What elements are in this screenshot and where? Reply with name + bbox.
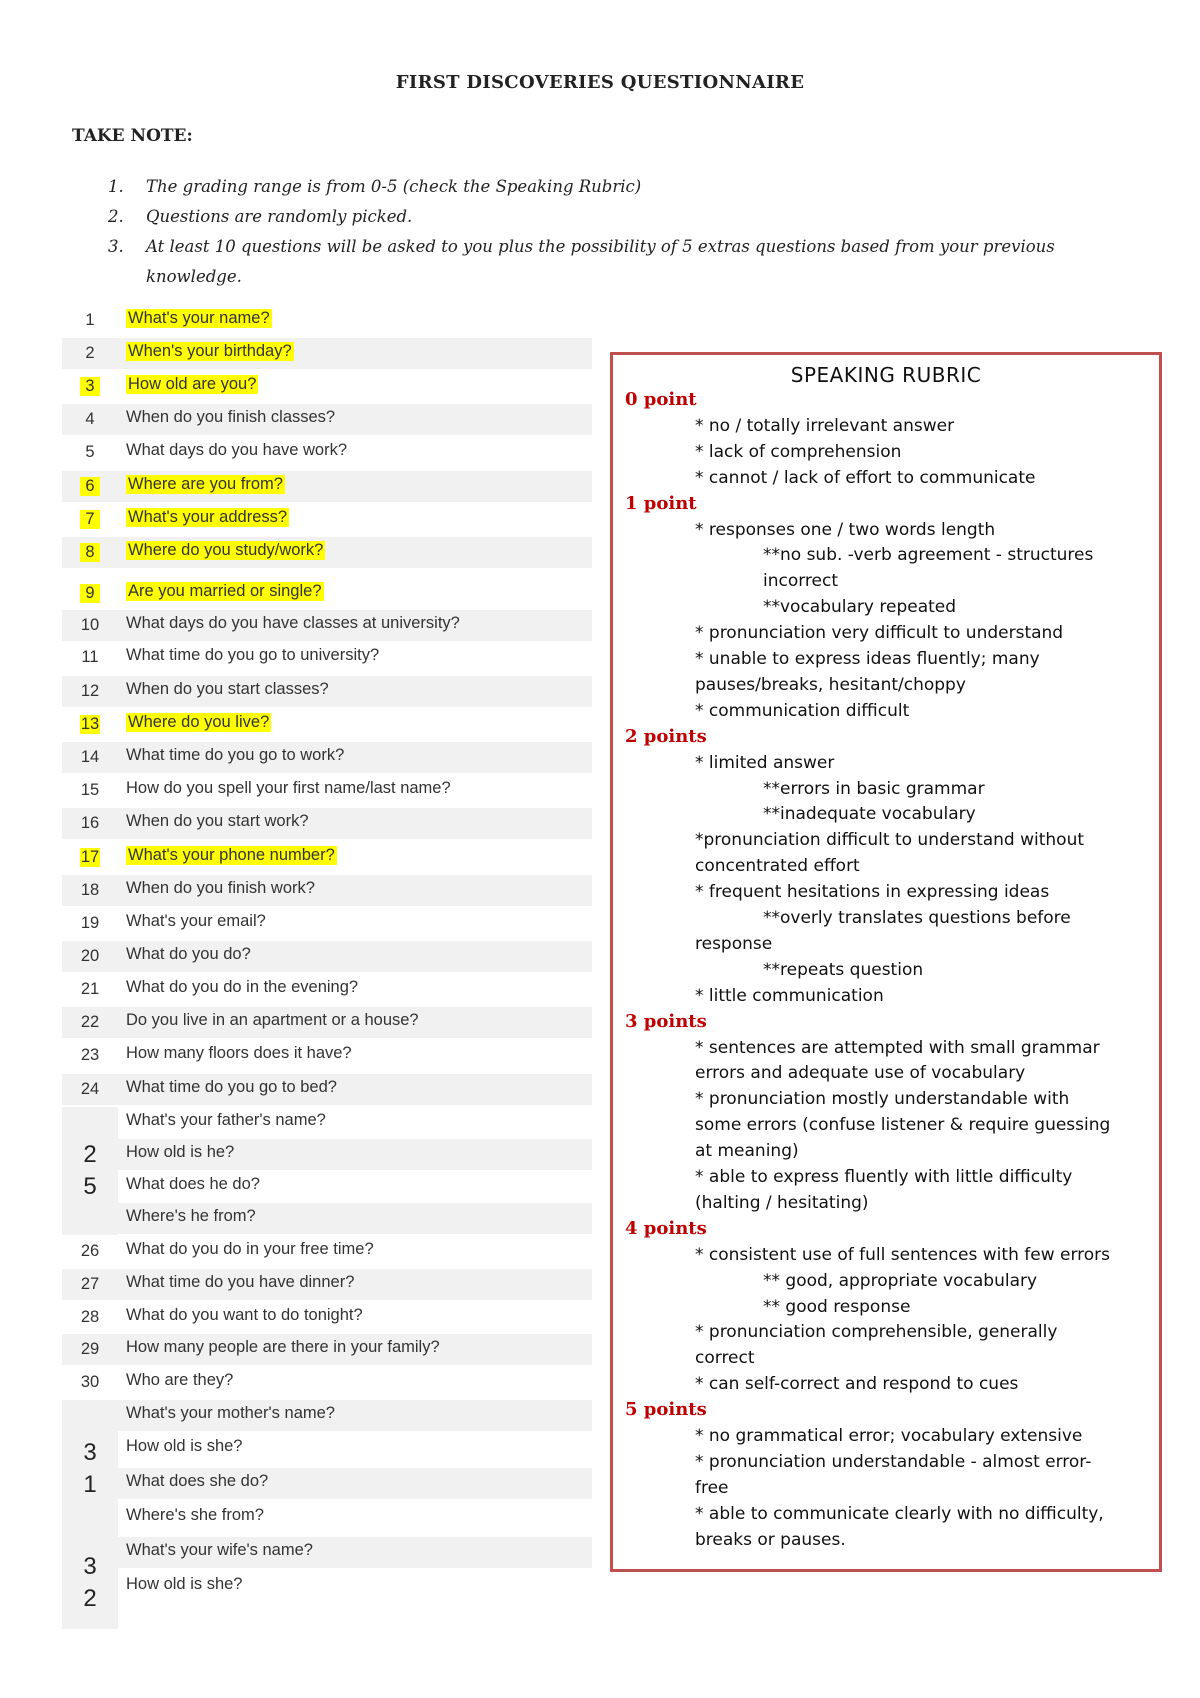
question-number: 24 <box>80 1080 100 1098</box>
question-number: 15 <box>80 781 100 799</box>
rubric-criterion: * pronunciation very difficult to understand <box>695 623 1064 644</box>
question-row <box>62 1537 592 1568</box>
question-row <box>62 1107 592 1138</box>
question-text: What's your mother's name? <box>126 1404 335 1422</box>
question-text: How old is she? <box>126 1575 243 1593</box>
merged-number-digit: 5 <box>83 1173 97 1200</box>
merged-number-cell <box>62 1537 118 1629</box>
question-number: 13 <box>80 715 100 733</box>
question-row <box>62 1367 592 1398</box>
question-row <box>62 842 592 873</box>
merged-number-cell <box>62 1400 118 1538</box>
rubric-criterion: free <box>695 1477 729 1498</box>
rubric-criterion: * able to express fluently with little difficulty <box>695 1167 1073 1187</box>
rubric-criterion: * unable to express ideas fluently; many <box>695 649 1040 669</box>
rubric-level-heading: 0 point <box>625 389 697 410</box>
question-row <box>62 1171 592 1202</box>
rubric-criterion: * cannot / lack of effort to communicate <box>695 467 1036 488</box>
notes-list <box>108 172 1148 292</box>
rubric-criterion: * sentences are attempted with small grammar <box>695 1037 1100 1058</box>
take-note-heading: TAKE NOTE: <box>72 126 193 146</box>
rubric-criterion: * no grammatical error; vocabulary extensive <box>695 1426 1083 1446</box>
rubric-criterion: * communication difficult <box>695 700 910 721</box>
rubric-criterion: * pronunciation mostly understandable with <box>695 1089 1070 1110</box>
rubric-level-heading: 5 points <box>625 1399 707 1421</box>
rubric-criterion: * little communication <box>695 985 884 1006</box>
question-text: What does she do? <box>126 1472 269 1490</box>
question-text: When do you finish classes? <box>126 408 336 426</box>
question-row <box>62 642 592 673</box>
question-text: What do you do in your free time? <box>126 1240 374 1258</box>
question-number: 27 <box>80 1275 100 1293</box>
question-number: 19 <box>80 914 100 932</box>
question-row <box>62 1400 592 1431</box>
question-text: Where do you live? <box>128 713 270 731</box>
rubric-level-heading: 3 points <box>625 1010 707 1032</box>
question-number: 8 <box>80 543 100 562</box>
rubric-criterion: breaks or pauses. <box>695 1529 846 1550</box>
question-text: When's your birthday? <box>128 342 292 360</box>
question-row <box>62 676 592 707</box>
question-number: 9 <box>80 584 100 603</box>
rubric-criterion: ** good, appropriate vocabulary <box>763 1270 1038 1291</box>
question-number: 3 <box>80 377 100 396</box>
question-number: 18 <box>80 881 100 899</box>
rubric-level-heading: 1 point <box>625 492 697 514</box>
rubric-level-heading: 4 points <box>625 1217 707 1239</box>
question-text: What's your father's name? <box>126 1111 326 1129</box>
question-text: What days do you have classes at university? <box>126 614 460 632</box>
question-row <box>62 775 592 806</box>
note-item <box>108 262 1148 292</box>
rubric-criterion: **no sub. -verb agreement - structures <box>763 545 1094 566</box>
rubric-criterion: at meaning) <box>695 1141 799 1162</box>
question-row <box>62 1302 592 1333</box>
question-row <box>62 305 592 336</box>
question-text: How do you spell your first name/last name? <box>126 779 451 797</box>
note-text: knowledge. <box>146 267 242 286</box>
rubric-criterion: pauses/breaks, hesitant/choppy <box>695 674 966 695</box>
note-number: 2. <box>108 207 124 226</box>
question-number: 2 <box>85 344 95 362</box>
question-text: Do you live in an apartment or a house? <box>126 1011 419 1029</box>
rubric-level-heading: 2 points <box>625 725 707 747</box>
rubric-criterion: * consistent use of full sentences with few errors <box>695 1244 1111 1265</box>
rubric-criterion: response <box>695 933 773 954</box>
question-row <box>62 808 592 839</box>
question-text: What's your name? <box>128 309 270 327</box>
question-row <box>62 941 592 972</box>
question-text: Where do you study/work? <box>128 541 324 559</box>
question-text: What time do you go to bed? <box>126 1078 337 1096</box>
rubric-criterion: incorrect <box>763 571 839 592</box>
rubric-criterion: * no / totally irrelevant answer <box>695 415 955 436</box>
question-number: 22 <box>80 1013 100 1031</box>
rubric-title: SPEAKING RUBRIC <box>790 363 982 387</box>
rubric-criterion: **repeats question <box>763 959 924 980</box>
question-text: What do you do in the evening? <box>126 978 359 996</box>
question-text: When do you start work? <box>126 812 309 830</box>
rubric-criterion: * lack of comprehension <box>695 441 902 462</box>
question-text: What's your wife's name? <box>126 1541 313 1559</box>
question-row <box>62 1236 592 1267</box>
question-number: 5 <box>85 443 95 461</box>
question-text: When do you start classes? <box>126 680 329 698</box>
question-row <box>62 578 592 609</box>
merged-number-digit: 1 <box>83 1471 97 1498</box>
question-text: What's your phone number? <box>128 846 335 864</box>
question-row <box>62 742 592 773</box>
question-text: When do you finish work? <box>126 879 315 897</box>
question-number: 14 <box>80 748 100 766</box>
question-row <box>62 371 592 402</box>
rubric-criterion: **overly translates questions before <box>763 908 1071 928</box>
question-row <box>62 875 592 906</box>
question-number: 30 <box>80 1373 100 1391</box>
question-row <box>62 1074 592 1105</box>
question-number: 21 <box>80 980 100 998</box>
question-row <box>62 1502 592 1533</box>
question-number: 4 <box>85 410 95 428</box>
question-text: What do you do? <box>126 945 251 963</box>
rubric-criterion: * frequent hesitations in expressing ideas <box>695 882 1050 903</box>
rubric-criterion: **vocabulary repeated <box>763 597 957 618</box>
question-row <box>62 1007 592 1038</box>
rubric-criterion: * pronunciation understandable - almost error- <box>695 1451 1092 1472</box>
question-text: What days do you have work? <box>126 441 348 459</box>
note-item <box>108 172 1148 202</box>
question-text: Where's she from? <box>126 1506 264 1524</box>
note-text: The grading range is from 0-5 (check the Speaking Rubric) <box>146 177 642 196</box>
question-text: How old is he? <box>126 1143 235 1161</box>
question-row <box>62 338 592 369</box>
question-row <box>62 404 592 435</box>
note-text: Questions are randomly picked. <box>146 207 413 226</box>
question-number: 28 <box>80 1308 100 1326</box>
document-title: FIRST DISCOVERIES QUESTIONNAIRE <box>395 72 805 93</box>
rubric-criterion: * able to communicate clearly with no difficulty, <box>695 1503 1104 1524</box>
question-number: 7 <box>80 510 100 529</box>
question-row <box>62 1334 592 1365</box>
question-row <box>62 1139 592 1170</box>
question-row <box>62 1269 592 1300</box>
question-text: What time do you go to university? <box>126 646 380 664</box>
merged-number-digit: 2 <box>83 1141 97 1168</box>
rubric-criterion: ** good response <box>763 1296 911 1317</box>
question-row <box>62 610 592 641</box>
rubric-criterion: * limited answer <box>695 752 835 773</box>
rubric-criterion: concentrated effort <box>695 856 860 877</box>
question-number: 23 <box>80 1046 100 1064</box>
note-text: At least 10 questions will be asked to you plus the possibility of 5 extras questions based from your previous <box>146 237 1055 256</box>
merged-number-digit: 3 <box>83 1553 97 1580</box>
merged-number-cell <box>62 1107 118 1235</box>
rubric-criterion: (halting / hesitating) <box>695 1192 869 1213</box>
question-text: What does he do? <box>126 1175 260 1193</box>
question-text: How old are you? <box>128 375 257 393</box>
rubric-criterion: *pronunciation difficult to understand without <box>695 830 1085 851</box>
question-text: How many people are there in your family? <box>126 1338 440 1356</box>
question-row <box>62 1040 592 1071</box>
question-text: Who are they? <box>126 1371 234 1389</box>
question-row <box>62 537 592 568</box>
question-text: How old is she? <box>126 1437 243 1455</box>
rubric-criterion: * responses one / two words length <box>695 519 996 540</box>
question-number: 20 <box>80 947 100 965</box>
rubric-criterion: some errors (confuse listener & require guessing <box>695 1115 1111 1136</box>
note-number: 1. <box>108 177 124 196</box>
question-row <box>62 437 592 468</box>
rubric-criterion: * pronunciation comprehensible, generally <box>695 1322 1058 1343</box>
question-row <box>62 1433 592 1464</box>
question-number: 10 <box>80 616 100 634</box>
rubric-criterion: errors and adequate use of vocabulary <box>695 1063 1026 1084</box>
question-number: 29 <box>80 1340 100 1358</box>
question-number: 11 <box>81 648 99 666</box>
question-row <box>62 1468 592 1499</box>
question-row <box>62 471 592 502</box>
question-text: What time do you have dinner? <box>126 1273 355 1291</box>
rubric-criterion: * can self-correct and respond to cues <box>695 1374 1019 1395</box>
rubric-criterion: **inadequate vocabulary <box>763 804 976 825</box>
rubric-criterion: correct <box>695 1348 755 1369</box>
note-item <box>108 202 1148 232</box>
question-text: What do you want to do tonight? <box>126 1306 363 1324</box>
question-text: What's your address? <box>128 508 288 526</box>
note-number: 3. <box>108 237 124 256</box>
speaking-rubric-box <box>610 352 1162 1572</box>
question-text: Where's he from? <box>126 1207 256 1225</box>
question-number: 1 <box>85 311 95 329</box>
question-row <box>62 709 592 740</box>
question-number: 17 <box>80 848 100 866</box>
rubric-criterion: **errors in basic grammar <box>763 778 985 799</box>
question-row <box>62 1203 592 1234</box>
question-text: What time do you go to work? <box>126 746 345 764</box>
note-item <box>108 232 1148 262</box>
question-row <box>62 908 592 939</box>
question-number: 12 <box>80 682 100 700</box>
question-row <box>62 504 592 535</box>
question-text: How many floors does it have? <box>126 1044 352 1062</box>
question-number: 6 <box>80 477 100 496</box>
question-text: Are you married or single? <box>128 582 322 600</box>
question-row <box>62 1571 592 1602</box>
question-row <box>62 974 592 1005</box>
question-text: What's your email? <box>126 912 266 930</box>
question-number: 26 <box>80 1242 100 1260</box>
merged-number-digit: 2 <box>83 1585 97 1612</box>
merged-number-digit: 3 <box>83 1439 97 1466</box>
question-text: Where are you from? <box>128 475 283 493</box>
question-number: 16 <box>80 814 100 832</box>
